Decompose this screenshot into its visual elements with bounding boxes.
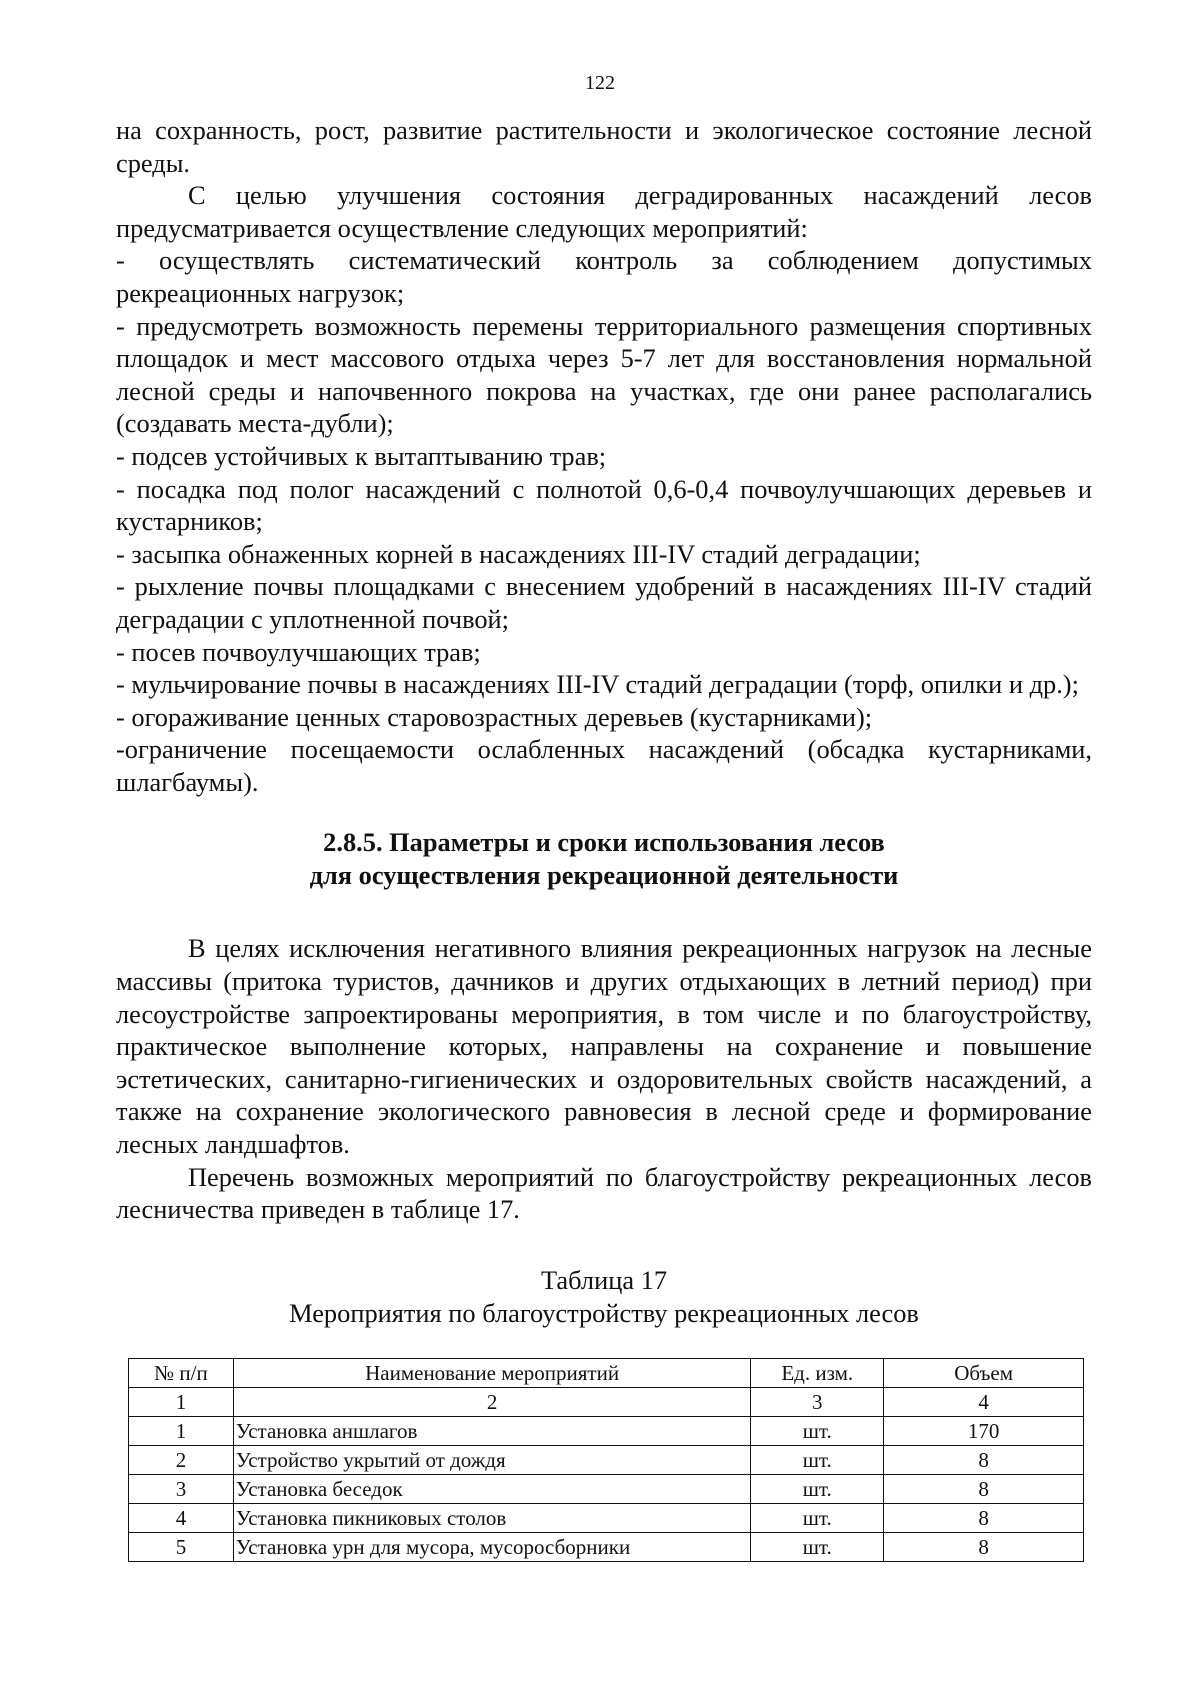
table-row: [129, 1416, 1084, 1445]
cell-unit: шт.: [751, 1474, 884, 1503]
column-number: 2: [233, 1387, 750, 1416]
cell-unit: шт.: [751, 1416, 884, 1445]
cell-name: Установка пикниковых столов: [233, 1503, 750, 1532]
cell-unit: шт.: [751, 1532, 884, 1561]
measures-table: [128, 1358, 1084, 1562]
list-item: - посев почвоулучшающих трав;: [116, 636, 481, 667]
table-column-number-row: [129, 1387, 1084, 1416]
cell-number: 1: [129, 1416, 234, 1445]
list-item: - мульчирование почвы в насаждениях III-IV стадий деградации (торф, опилки и др.);: [116, 669, 1079, 700]
column-number: 4: [884, 1387, 1084, 1416]
table-row: [129, 1445, 1084, 1474]
table-row: [129, 1474, 1084, 1503]
table-caption: [116, 1264, 1092, 1330]
cell-number: 4: [129, 1503, 234, 1532]
cell-name: Установка урн для мусора, мусоросборники: [233, 1532, 750, 1561]
table-label: Таблица 17: [540, 1264, 668, 1295]
cell-unit: шт.: [751, 1503, 884, 1532]
paragraph: на сохранность, рост, развитие растительности и экологическое состояние лесной среды.: [116, 115, 1092, 178]
list-item: - засыпка обнаженных корней в насаждениях III-IV стадий деградации;: [116, 538, 921, 569]
cell-number: 2: [129, 1445, 234, 1474]
list-item: - осуществлять систематический контроль за соблюдением допустимых рекреационных нагрузок;: [116, 245, 1092, 308]
cell-name: Установка беседок: [233, 1474, 750, 1503]
section-heading-line: для осуществления рекреационной деятельности: [309, 860, 899, 891]
column-number: 1: [129, 1387, 234, 1416]
header-name: Наименование мероприятий: [233, 1358, 750, 1387]
cell-volume: 170: [884, 1416, 1084, 1445]
header-number: № п/п: [129, 1358, 234, 1387]
header-volume: Объем: [884, 1358, 1084, 1387]
table-header-row: [129, 1358, 1084, 1387]
cell-unit: шт.: [751, 1445, 884, 1474]
page-number: 122: [585, 72, 615, 94]
cell-volume: 8: [884, 1474, 1084, 1503]
table-row: [129, 1532, 1084, 1561]
list-item: - предусмотреть возможность перемены территориального размещения спортивных площадок и мест массового отдыха через 5-7 лет для восстановления нормальной лесной среды и напочвенного покрова на участках, где они ранее располагались (создавать места-дубли);: [116, 310, 1092, 439]
cell-number: 5: [129, 1532, 234, 1561]
list-item: - рыхление почвы площадками с внесением удобрений в насаждениях III-IV стадий деградации с уплотненной почвой;: [116, 571, 1092, 634]
header-unit: Ед. изм.: [751, 1358, 884, 1387]
paragraph: В целях исключения негативного влияния рекреационных нагрузок на лесные массивы (притока туристов, дачников и других отдыхающих в летний период) при лесоустройстве запроектированы мероприятия, в том числе и по благоустройству, практическое выполнение которых, направлены на сохранение и повышение эстетических, санитарно-гигиенических и оздоровительных свойств насаждений, а также на сохранение экологического равновесия в лесной среде и формирование лесных ландшафтов.: [116, 933, 1092, 1160]
cell-volume: 8: [884, 1445, 1084, 1474]
list-item: - подсев устойчивых к вытаптыванию трав;: [116, 440, 607, 471]
document-body: [116, 114, 1092, 1562]
cell-volume: 8: [884, 1532, 1084, 1561]
column-number: 3: [751, 1387, 884, 1416]
list-item: - огораживание ценных старовозрастных деревьев (кустарниками);: [116, 701, 873, 732]
list-item: - посадка под полог насаждений с полнотой 0,6-0,4 почвоулучшающих деревьев и кустарников;: [116, 473, 1092, 537]
list-item: -ограничение посещаемости ослабленных насаждений (обсадка кустарниками, шлагбаумы).: [116, 734, 1092, 797]
table-row: [129, 1503, 1084, 1532]
cell-number: 3: [129, 1474, 234, 1503]
paragraph: С целью улучшения состояния деградированных насаждений лесов предусматривается осуществление следующих мероприятий:: [116, 180, 1092, 243]
table-title: Мероприятия по благоустройству рекреационных лесов: [289, 1297, 919, 1328]
cell-name: Установка аншлагов: [233, 1416, 750, 1445]
section-heading: [116, 826, 1092, 892]
cell-name: Устройство укрытий от дождя: [233, 1445, 750, 1474]
cell-volume: 8: [884, 1503, 1084, 1532]
paragraph: Перечень возможных мероприятий по благоустройству рекреационных лесов лесничества приведен в таблице 17.: [116, 1161, 1092, 1225]
section-heading-line: 2.8.5. Параметры и сроки использования лесов: [323, 827, 885, 858]
